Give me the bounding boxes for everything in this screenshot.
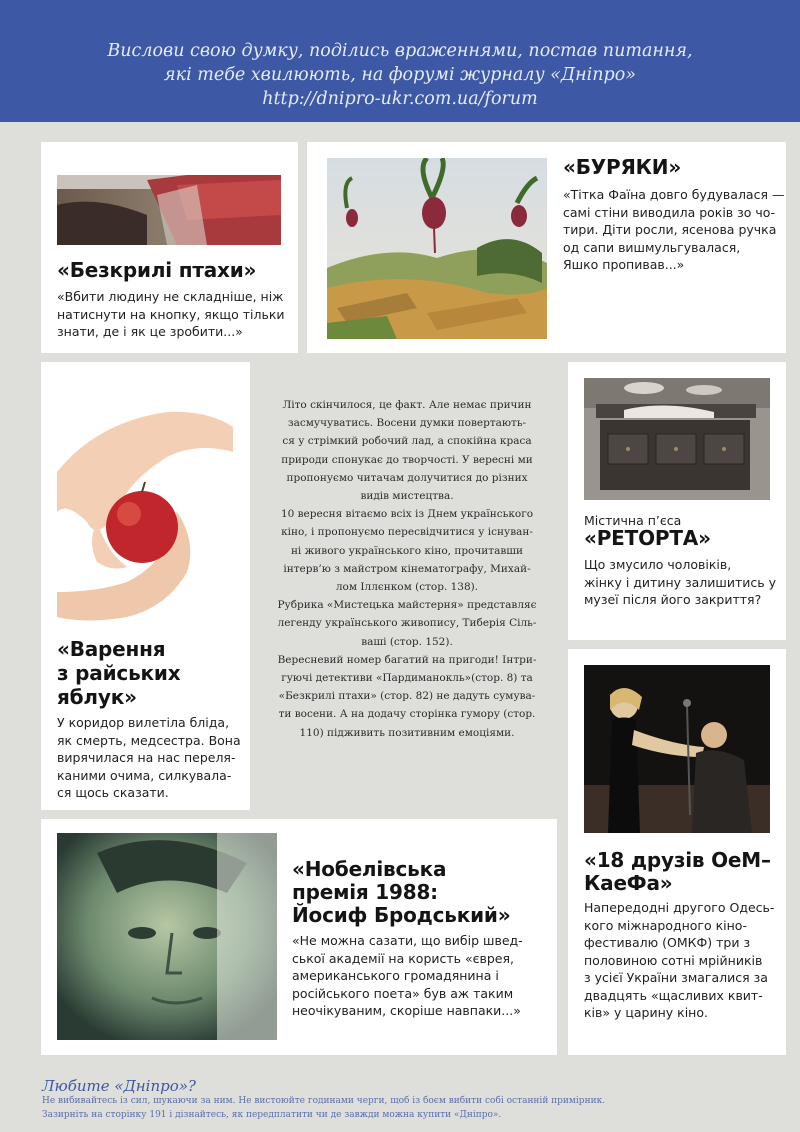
subscription-footer: [42, 1077, 782, 1122]
bezkryli-ptakhy-image: [57, 175, 281, 245]
card-bezkryli-ptakhy[interactable]: [41, 142, 298, 353]
nobel-title: «Нобелівська премія 1988: Йосиф Бродський»: [292, 857, 511, 927]
brodsky-portrait-image: [57, 833, 277, 1040]
retorta-desc: Що змусило чоловіків, жінку і дитину залишитись у музеї після його закриття?: [584, 557, 776, 607]
buriaky-image: [327, 158, 547, 339]
buriaky-desc: «Тітка Фаїна довго будувалася — самі стіни виводила років зо чо- тири. Діти росли, ясенова ручка од сапи вишмульгувалася, Яшко пропивав...»: [563, 187, 785, 272]
18-druziv-title: «18 друзів ОеМ– КаеФа»: [584, 848, 771, 895]
footer-line-1: Не вибивайтесь із сил, шукаючи за ним. Не вистоюйте годинами черги, щоб із боєм вибити собі останній примірник.: [42, 1096, 606, 1106]
card-varennia[interactable]: [41, 362, 250, 810]
card-18-druziv[interactable]: [568, 649, 786, 1055]
banner-line-2: які тебе хвилюють, на форумі журналу «Дніпро»: [164, 65, 636, 85]
forum-banner: [0, 0, 800, 122]
retorta-title: «РЕТОРТА»: [584, 526, 711, 550]
card-nobel[interactable]: [41, 819, 557, 1055]
card-retorta[interactable]: [568, 362, 786, 640]
varennia-desc: У коридор вилетіла бліда, як смерть, медсестра. Вона вирячилася на нас переля- каними очима, силкувала- ся щось сказати.: [57, 715, 241, 800]
editorial-text: Літо скінчилося, це факт. Але немає причин засмучуватись. Восени думки повертають- ся у стрімкий робочий лад, а спокійна краса природи спонукає до творчості. У вересні ми пропонуємо читачам долучитися до різних видів мистецтва. 10 вересня вітаємо всіх із Днем українського кіно, і пропонуємо пересвідчитися у існуван- ні живого українського кіно, прочитавши інтерв’ю з майстром кінематографу, Михай- лом Іллєнком (стор. 138). Рубрика «Мистецька майстерня» представляє легенду українського живопису, Тиберія Сіль- ваші (стор. 152). Вересневий номер багатий на пригоди! Інтри- гуючі детективи «Пардиманокль»(стор. 8) та «Безкрилі птахи» (стор. 82) не дадуть сумува- ти восени. А на додачу сторінка гумору (стор. 110) підживить позитивним емоціями.: [277, 399, 537, 739]
footer-heading: Любите «Дніпро»?: [42, 1077, 196, 1095]
banner-line-1: Вислови свою думку, поділись враженнями, постав питання,: [107, 41, 693, 61]
varennia-title: «Варення з райських яблук»: [57, 637, 181, 709]
buriaky-title: «БУРЯКИ»: [563, 155, 682, 179]
retorta-kicker: Містична п’єса: [584, 513, 682, 528]
nobel-desc: «Не можна сазати, що вибір швед- ської академії на користь «єврея, американського громадянина і російського поета» був аж таким неочікуваним, скоріше навпаки...»: [292, 933, 523, 1018]
film-festival-image: [584, 665, 770, 833]
footer-line-2: Зазирніть на сторінку 191 і дізнайтесь, як передплатити чи де завжди можна купити «Дніпро».: [42, 1109, 502, 1120]
bezkryli-ptakhy-desc: «Вбити людину не складніше, ніж натиснути на кнопку, якщо тільки знати, де і як це зробити...»: [57, 289, 285, 339]
18-druziv-desc: Напередодні другого Одесь- кого міжнародного кіно- фестивалю (ОМКФ) три з половиною сотні мрійників з усієї України змагалися за двадцять «щасливих квит- ків» у царину кіно.: [584, 900, 775, 1020]
forum-link[interactable]: http://dnipro-ukr.com.ua/forum: [262, 89, 538, 109]
apple-in-hands-image: [57, 402, 233, 628]
retorta-image: [584, 378, 770, 500]
card-buriaky[interactable]: [307, 142, 786, 353]
bezkryli-ptakhy-title: «Безкрилі птахи»: [57, 258, 257, 282]
